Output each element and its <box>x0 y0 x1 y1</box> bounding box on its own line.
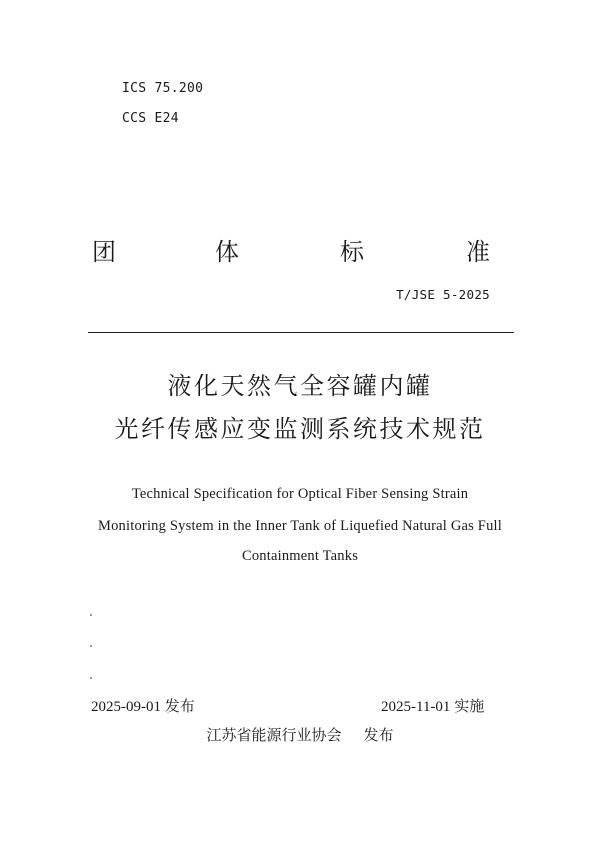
issue-date-label: 发布 <box>164 699 195 715</box>
ccs-code: CCS E24 <box>122 111 179 126</box>
implementation-date-label: 实施 <box>454 699 485 715</box>
issue-date <box>91 695 195 716</box>
title-en-line-2: Monitoring System in the Inner Tank of Liquefied Natural Gas Full <box>98 518 502 534</box>
standard-type-char: 准 <box>466 238 490 266</box>
title-cn-line-1: 液化天然气全容罐内罐 <box>167 372 433 400</box>
title-en-line-3: Containment Tanks <box>241 548 359 564</box>
ics-code: ICS 75.200 <box>122 81 204 96</box>
divider-line <box>88 332 514 333</box>
issue-date-value: 2025-09-01 <box>91 699 161 715</box>
title-cn-line-2: 光纤传感应变监测系统技术规范 <box>114 415 486 443</box>
standard-type-char: 标 <box>340 238 364 266</box>
publisher <box>0 724 600 745</box>
title-en-line-1: Technical Specification for Optical Fiber Sensing Strain <box>131 486 469 502</box>
standard-type-char: 团 <box>92 238 116 266</box>
placeholder-dot <box>90 677 92 679</box>
implementation-date-value: 2025-11-01 <box>381 699 451 715</box>
standard-number: T/JSE 5-2025 <box>396 287 490 302</box>
standard-type-char: 体 <box>215 238 239 266</box>
publisher-label: 发布 <box>363 728 394 744</box>
publisher-name: 江苏省能源行业协会 <box>206 728 342 744</box>
placeholder-dot <box>90 645 92 647</box>
implementation-date <box>381 695 484 716</box>
placeholder-dot <box>90 614 92 616</box>
